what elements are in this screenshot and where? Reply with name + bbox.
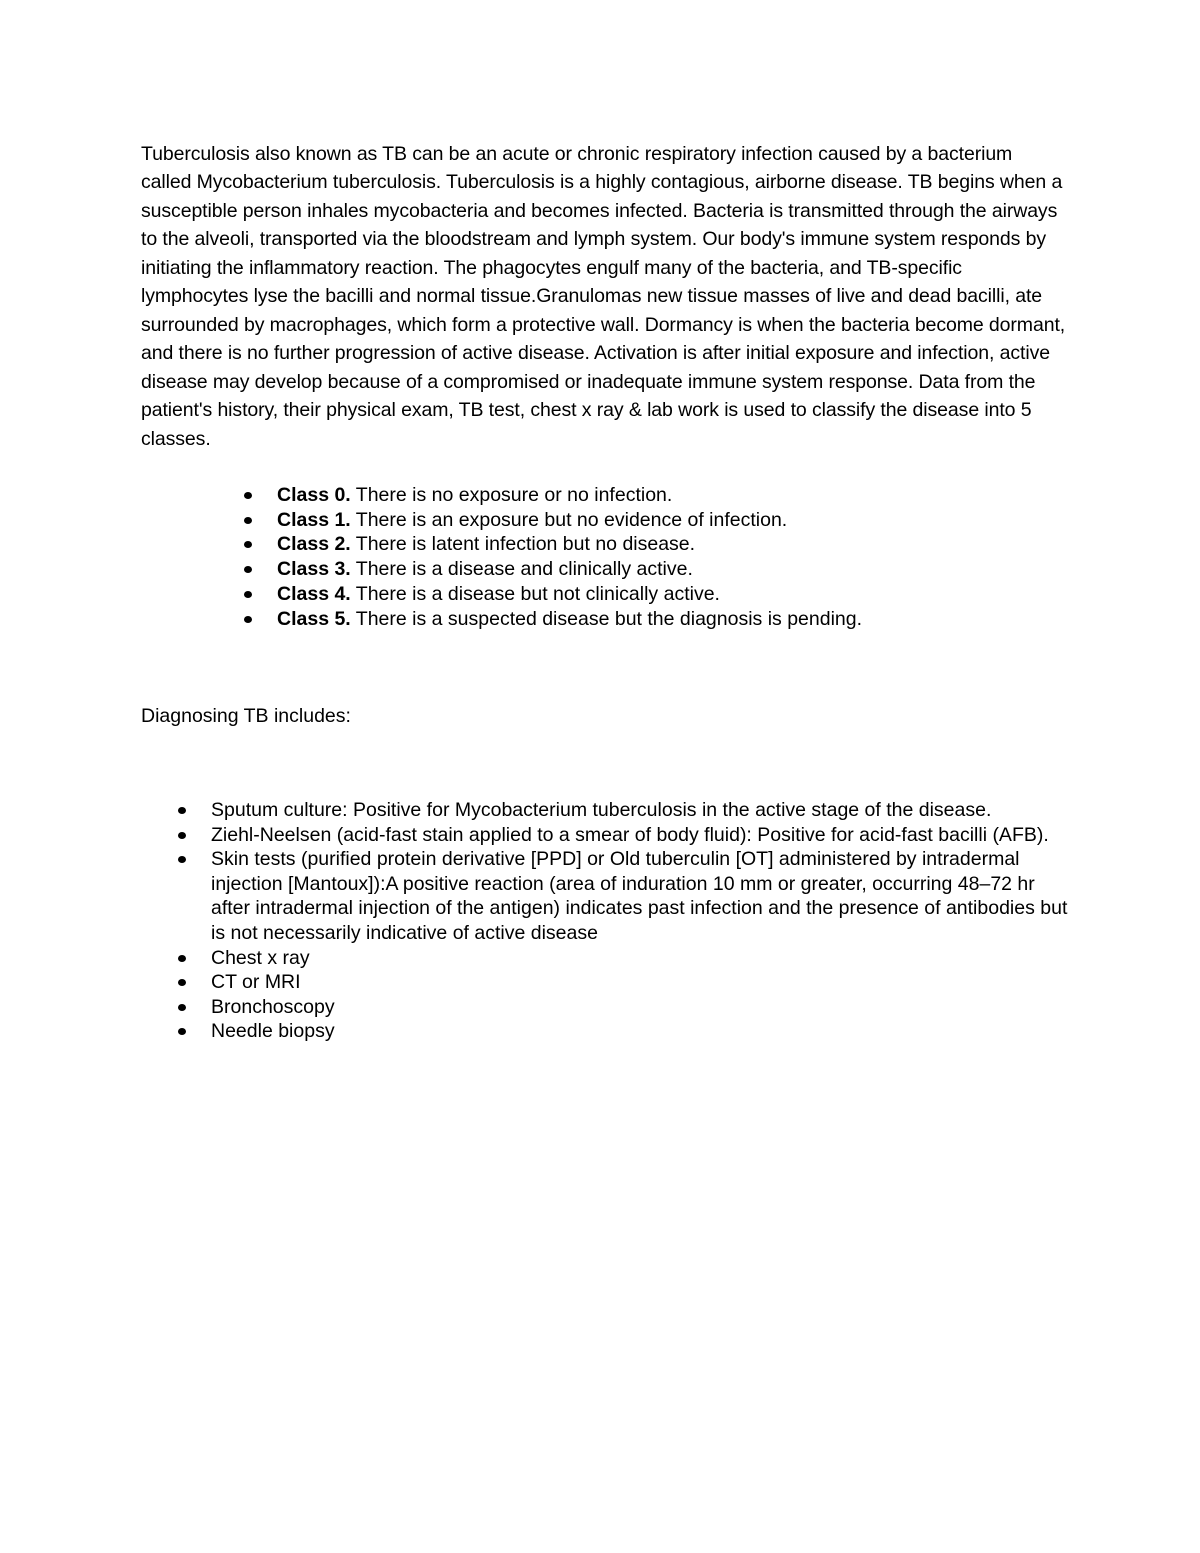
bullet-icon — [178, 807, 186, 814]
diagnostic-text: Bronchoscopy — [211, 995, 335, 1018]
list-item — [277, 557, 862, 582]
class-description: There is a disease and clinically active. — [350, 558, 693, 581]
list-item — [211, 847, 1071, 945]
class-description: There is no exposure or no infection. — [350, 484, 673, 506]
diagnostic-text: Needle biopsy — [211, 1020, 335, 1043]
list-item — [277, 508, 862, 533]
bullet-icon — [244, 492, 252, 499]
list-item — [211, 946, 1071, 971]
bullet-icon — [244, 566, 252, 573]
bullet-icon — [244, 591, 252, 598]
list-item — [211, 823, 1071, 848]
tb-classes-list — [277, 483, 862, 631]
class-label: Class 2. — [277, 533, 351, 556]
class-description: There is an exposure but no evidence of infection. — [350, 508, 788, 531]
diagnostic-text: Ziehl-Neelsen (acid-fast stain applied to a smear of body fluid): Positive for acid-fast bacilli (AFB). — [211, 823, 1049, 846]
diagnosing-heading: Diagnosing TB includes: — [141, 705, 351, 727]
list-item — [211, 995, 1071, 1020]
class-label: Class 0. — [277, 484, 351, 506]
class-label: Class 1. — [277, 508, 351, 531]
class-description: There is a suspected disease but the diagnosis is pending. — [350, 607, 863, 630]
list-item — [277, 483, 862, 508]
bullet-icon — [244, 517, 252, 524]
bullet-icon — [178, 979, 186, 986]
list-item — [277, 532, 862, 557]
bullet-icon — [244, 541, 252, 548]
bullet-icon — [178, 955, 186, 962]
list-item — [211, 798, 1071, 823]
list-item — [211, 970, 1071, 995]
list-item — [211, 1019, 1071, 1044]
bullet-icon — [178, 856, 186, 863]
diagnostic-text: Skin tests (purified protein derivative [PPD] or Old tuberculin [OT] administered by intradermal injection [Mantoux]):A positive reaction (area of induration 10 mm or greater, occurring 48–72 hr after intradermal injection of the antigen) indicates past infection and the presence of antibodies but is not necessarily indicative of active disease — [211, 848, 1068, 944]
diagnostics-list — [211, 798, 1071, 1044]
bullet-icon — [178, 832, 186, 839]
bullet-icon — [178, 1028, 186, 1035]
diagnostic-text: Chest x ray — [211, 946, 310, 969]
bullet-icon — [178, 1004, 186, 1011]
bullet-icon — [244, 616, 252, 623]
class-label: Class 5. — [277, 607, 351, 630]
intro-paragraph: Tuberculosis also known as TB can be an acute or chronic respiratory infection caused by a bacterium called Mycobacterium tuberculosis. Tuberculosis is a highly contagious, airborne disease. TB begins when a susceptible person inhales mycobacteria and becomes infected. Bacteria is transmitted through the airways to the alveoli, transported via the bloodstream and lymph system. Our body's immune system responds by initiating the inflammatory reaction. The phagocytes engulf many of the bacteria, and TB-specific lymphocytes lyse the bacilli and normal tissue.Granulomas new tissue masses of live and dead bacilli, ate surrounded by macrophages, which form a protective wall. Dormancy is when the bacteria become dormant, and there is no further progression of active disease. Activation is after initial exposure and infection, active disease may develop because of a compromised or inadequate immune system response. Data from the patient's history, their physical exam, TB test, chest x ray & lab work is used to classify the disease into 5 classes. — [141, 143, 1066, 450]
list-item — [277, 582, 862, 607]
diagnostic-text: CT or MRI — [211, 971, 301, 994]
list-item — [277, 607, 862, 632]
class-description: There is a disease but not clinically active. — [350, 582, 720, 605]
class-description: There is latent infection but no disease. — [350, 533, 696, 556]
class-label: Class 4. — [277, 582, 351, 605]
diagnostic-text: Sputum culture: Positive for Mycobacterium tuberculosis in the active stage of the disease. — [211, 799, 992, 821]
class-label: Class 3. — [277, 558, 351, 581]
